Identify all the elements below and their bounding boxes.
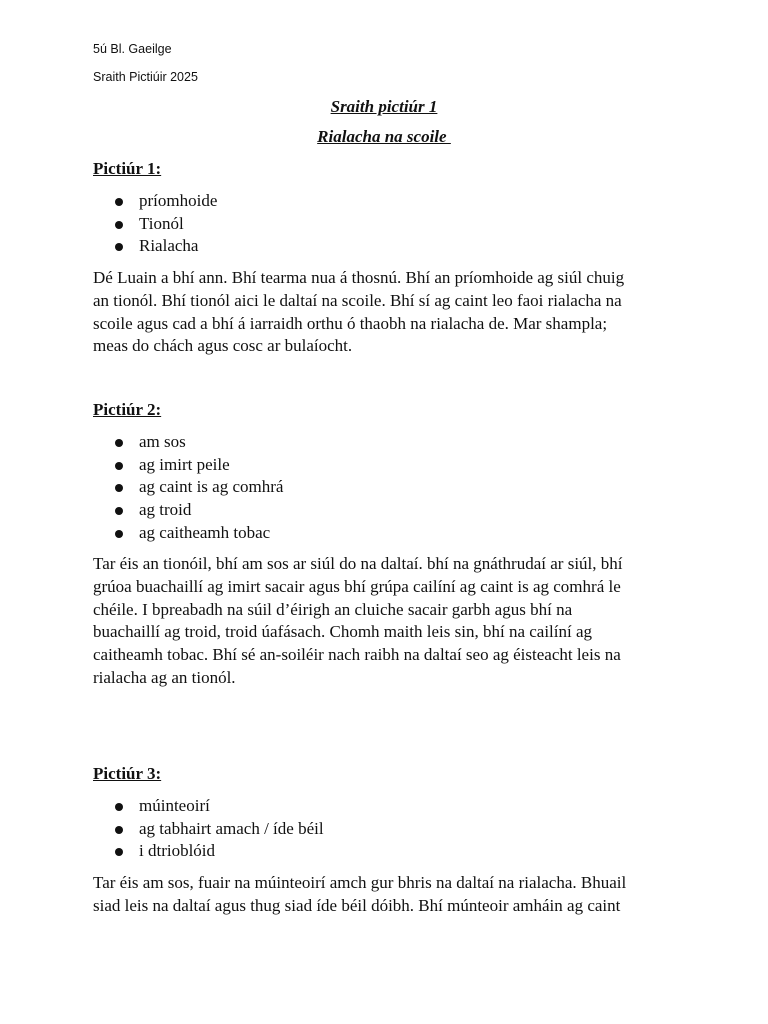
list-item: ag caint is ag comhrá bbox=[93, 476, 283, 499]
list-item: príomhoide bbox=[93, 190, 217, 213]
section-heading-picture-3: Pictiúr 3: bbox=[93, 764, 162, 783]
list-item: ag caitheamh tobac bbox=[93, 522, 283, 545]
list-item: múinteoirí bbox=[93, 795, 324, 818]
vocab-list-picture-2 bbox=[93, 431, 283, 544]
section-heading-picture-1: Pictiúr 1: bbox=[93, 159, 162, 178]
class-label: 5ú Bl. Gaeilge bbox=[93, 42, 172, 56]
paragraph-line: siad leis na daltaí agus thug siad íde béil dóibh. Bhí múnteoir amháin ag caint bbox=[93, 895, 621, 915]
paragraph-picture-2 bbox=[93, 553, 673, 690]
paragraph-line: meas do chách agus cosc ar bulaíocht. bbox=[93, 336, 353, 356]
list-item: am sos bbox=[93, 431, 283, 454]
paragraph-line: Tar éis am sos, fuair na múinteoirí amch gur bhris na daltaí na rialacha. Bhuail bbox=[93, 873, 627, 892]
paragraph-line: an tionól. Bhí tionól aici le daltaí na scoile. Bhí sí ag caint leo faoi rialacha na bbox=[93, 290, 622, 310]
section-heading-picture-2: Pictiúr 2: bbox=[93, 400, 162, 419]
paragraph-line: scoile agus cad a bhí á iarraidh orthu ó thaobh na rialacha de. Mar shampla; bbox=[93, 313, 608, 333]
vocab-list-picture-1 bbox=[93, 190, 217, 258]
list-item: Tionól bbox=[93, 213, 217, 236]
paragraph-picture-1 bbox=[93, 267, 673, 358]
paragraph-picture-3 bbox=[93, 872, 673, 918]
document-title: Sraith pictiúr 1 bbox=[330, 97, 438, 116]
paragraph-line: Dé Luain a bhí ann. Bhí tearma nua á thosnú. Bhí an príomhoide ag siúl chuig bbox=[93, 268, 625, 287]
vocab-list-picture-3 bbox=[93, 795, 324, 863]
series-label: Sraith Pictiúir 2025 bbox=[93, 70, 198, 84]
list-item: i dtrioblóid bbox=[93, 840, 324, 863]
list-item: ag troid bbox=[93, 499, 283, 522]
paragraph-line: rialacha ag an tionól. bbox=[93, 667, 236, 687]
paragraph-line: chéile. I bpreabadh na súil d’éirigh an cluiche sacair garbh agus bhí na bbox=[93, 599, 573, 619]
document-subtitle: Rialacha na scoile bbox=[317, 127, 451, 146]
paragraph-line: buachaillí ag troid, troid úafásach. Chomh maith leis sin, bhí na cailíní ag bbox=[93, 622, 593, 642]
list-item: ag tabhairt amach / íde béil bbox=[93, 818, 324, 841]
paragraph-line: grúoa buachaillí ag imirt sacair agus bhí grúpa cailíní ag caint is ag comhrá le bbox=[93, 576, 621, 596]
list-item: ag imirt peile bbox=[93, 454, 283, 477]
list-item: Rialacha bbox=[93, 235, 217, 258]
paragraph-line: caitheamh tobac. Bhí sé an-soiléir nach raibh na daltaí seo ag éisteacht leis na bbox=[93, 645, 621, 665]
paragraph-line: Tar éis an tionóil, bhí am sos ar siúl do na daltaí. bhí na gnáthrudaí ar siúl, bhí bbox=[93, 554, 623, 573]
